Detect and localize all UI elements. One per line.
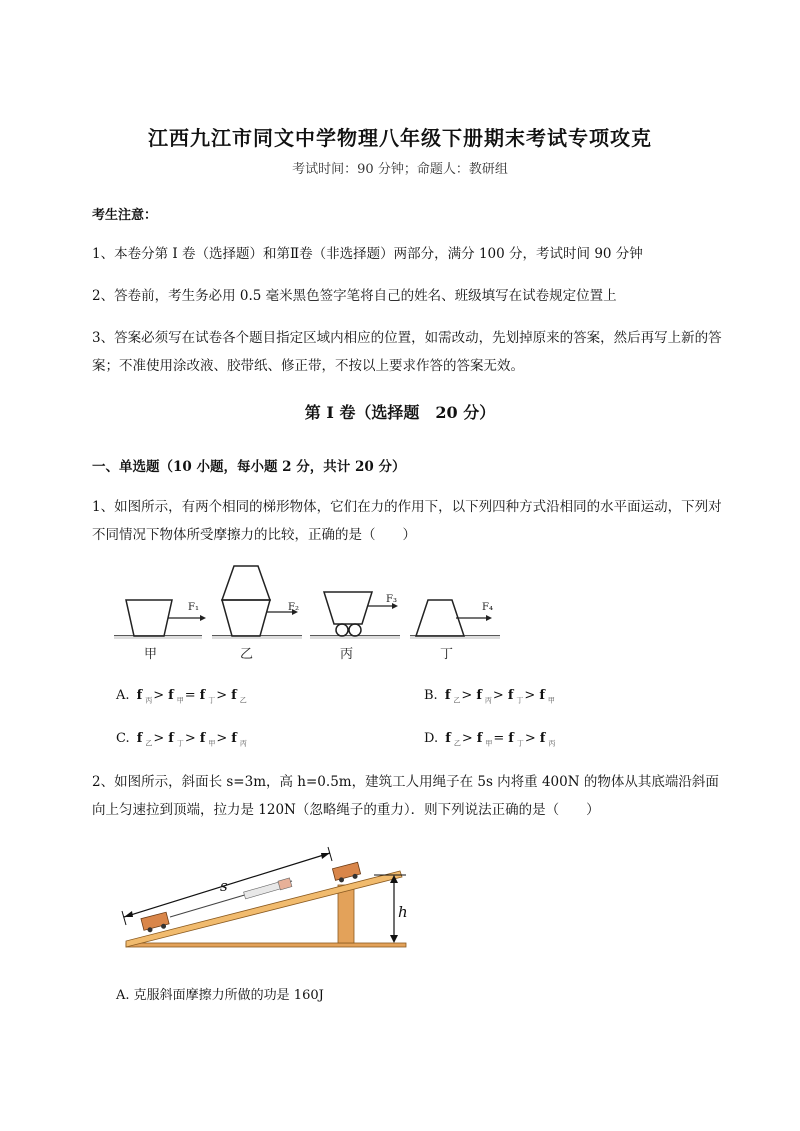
question-1-stem: 1、如图所示，有两个相同的梯形物体，它们在力的作用下，以下列四种方式沿相同的水平面运动，下列对不同情况下物体所受摩擦力的比较，正确的是（ ）: [92, 499, 722, 543]
trapezoid-bing: [324, 592, 372, 624]
figure-label-yi: 乙: [240, 647, 254, 662]
notice-heading: 考生注意：: [92, 208, 158, 223]
support-pillar: [338, 885, 354, 943]
figure-label-jia: 甲: [144, 647, 158, 662]
spring-scale: [243, 878, 292, 900]
force-label-1: F₁: [188, 602, 199, 613]
force-label-2: F₂: [288, 602, 299, 613]
force-label-4: F₄: [482, 602, 493, 613]
part-heading: 一、单选题（10 小题，每小题 2 分，共计 20 分）: [92, 459, 406, 475]
trapezoid-yi-bottom: [222, 600, 270, 636]
page-title: 江西九江市同文中学物理八年级下册期末考试专项攻克: [148, 126, 652, 150]
roller-right: [349, 624, 361, 636]
question-2-stem: 2、如图所示，斜面长 s=3m，高 h=0.5m，建筑工人用绳子在 5s 内将重 400N 的物体从其底端沿斜面向上匀速拉到顶端，拉力是 120N（忽略绳子的重力）．则下列说法正确的是（ ）: [92, 774, 719, 818]
notice-item-2: 2、答卷前，考生务必用 0.5 毫米黑色签字笔将自己的姓名、班级填写在试卷规定位置上: [92, 288, 617, 304]
question-1-option-c[interactable]: C. f $_乙$> f $_丁$> f $_甲$> f $_丙$: [116, 731, 247, 748]
inclined-plane: [126, 871, 402, 947]
roller-left: [336, 624, 348, 636]
question-1-option-b[interactable]: B. f $_乙$> f $_丙$> f $_丁$> f $_甲$: [424, 688, 555, 705]
notice-item-1: 1、本卷分第 I 卷（选择题）和第Ⅱ卷（非选择题）两部分，满分 100 分，考试时间 90 分钟: [92, 246, 643, 262]
question-1-option-a[interactable]: A. f $_丙$> f $_甲$= f $_丁$> f $_乙$: [116, 688, 247, 705]
notice-item-3: 3、答案必须写在试卷各个题目指定区域内相应的位置，如需改动，先划掉原来的答案，然后再写上新的答案；不准使用涂改液、胶带纸、修正带，不按以上要求作答的答案无效。: [92, 330, 722, 374]
force-label-3: F₃: [386, 594, 397, 605]
label-h: h: [398, 903, 408, 921]
block-top: [332, 862, 361, 884]
exam-subtitle: 考试时间：90 分钟；命题人：教研组: [292, 162, 508, 177]
question-2-option-a[interactable]: A. 克服斜面摩擦力所做的功是 160J: [116, 988, 324, 1003]
label-s: s: [220, 877, 228, 895]
trapezoid-jia: [126, 600, 172, 636]
question-2-figure: [112, 845, 412, 960]
question-1-option-d[interactable]: D. f $_乙$> f $_甲$= f $_丁$> f $_丙$: [424, 731, 556, 748]
section-title: 第 I 卷（选择题 20 分）: [304, 403, 496, 422]
figure-label-ding: 丁: [440, 647, 454, 662]
ground: [126, 943, 406, 947]
trapezoid-yi-top: [222, 566, 270, 600]
question-1-figure: [112, 558, 512, 668]
figure-label-bing: 丙: [340, 647, 354, 662]
